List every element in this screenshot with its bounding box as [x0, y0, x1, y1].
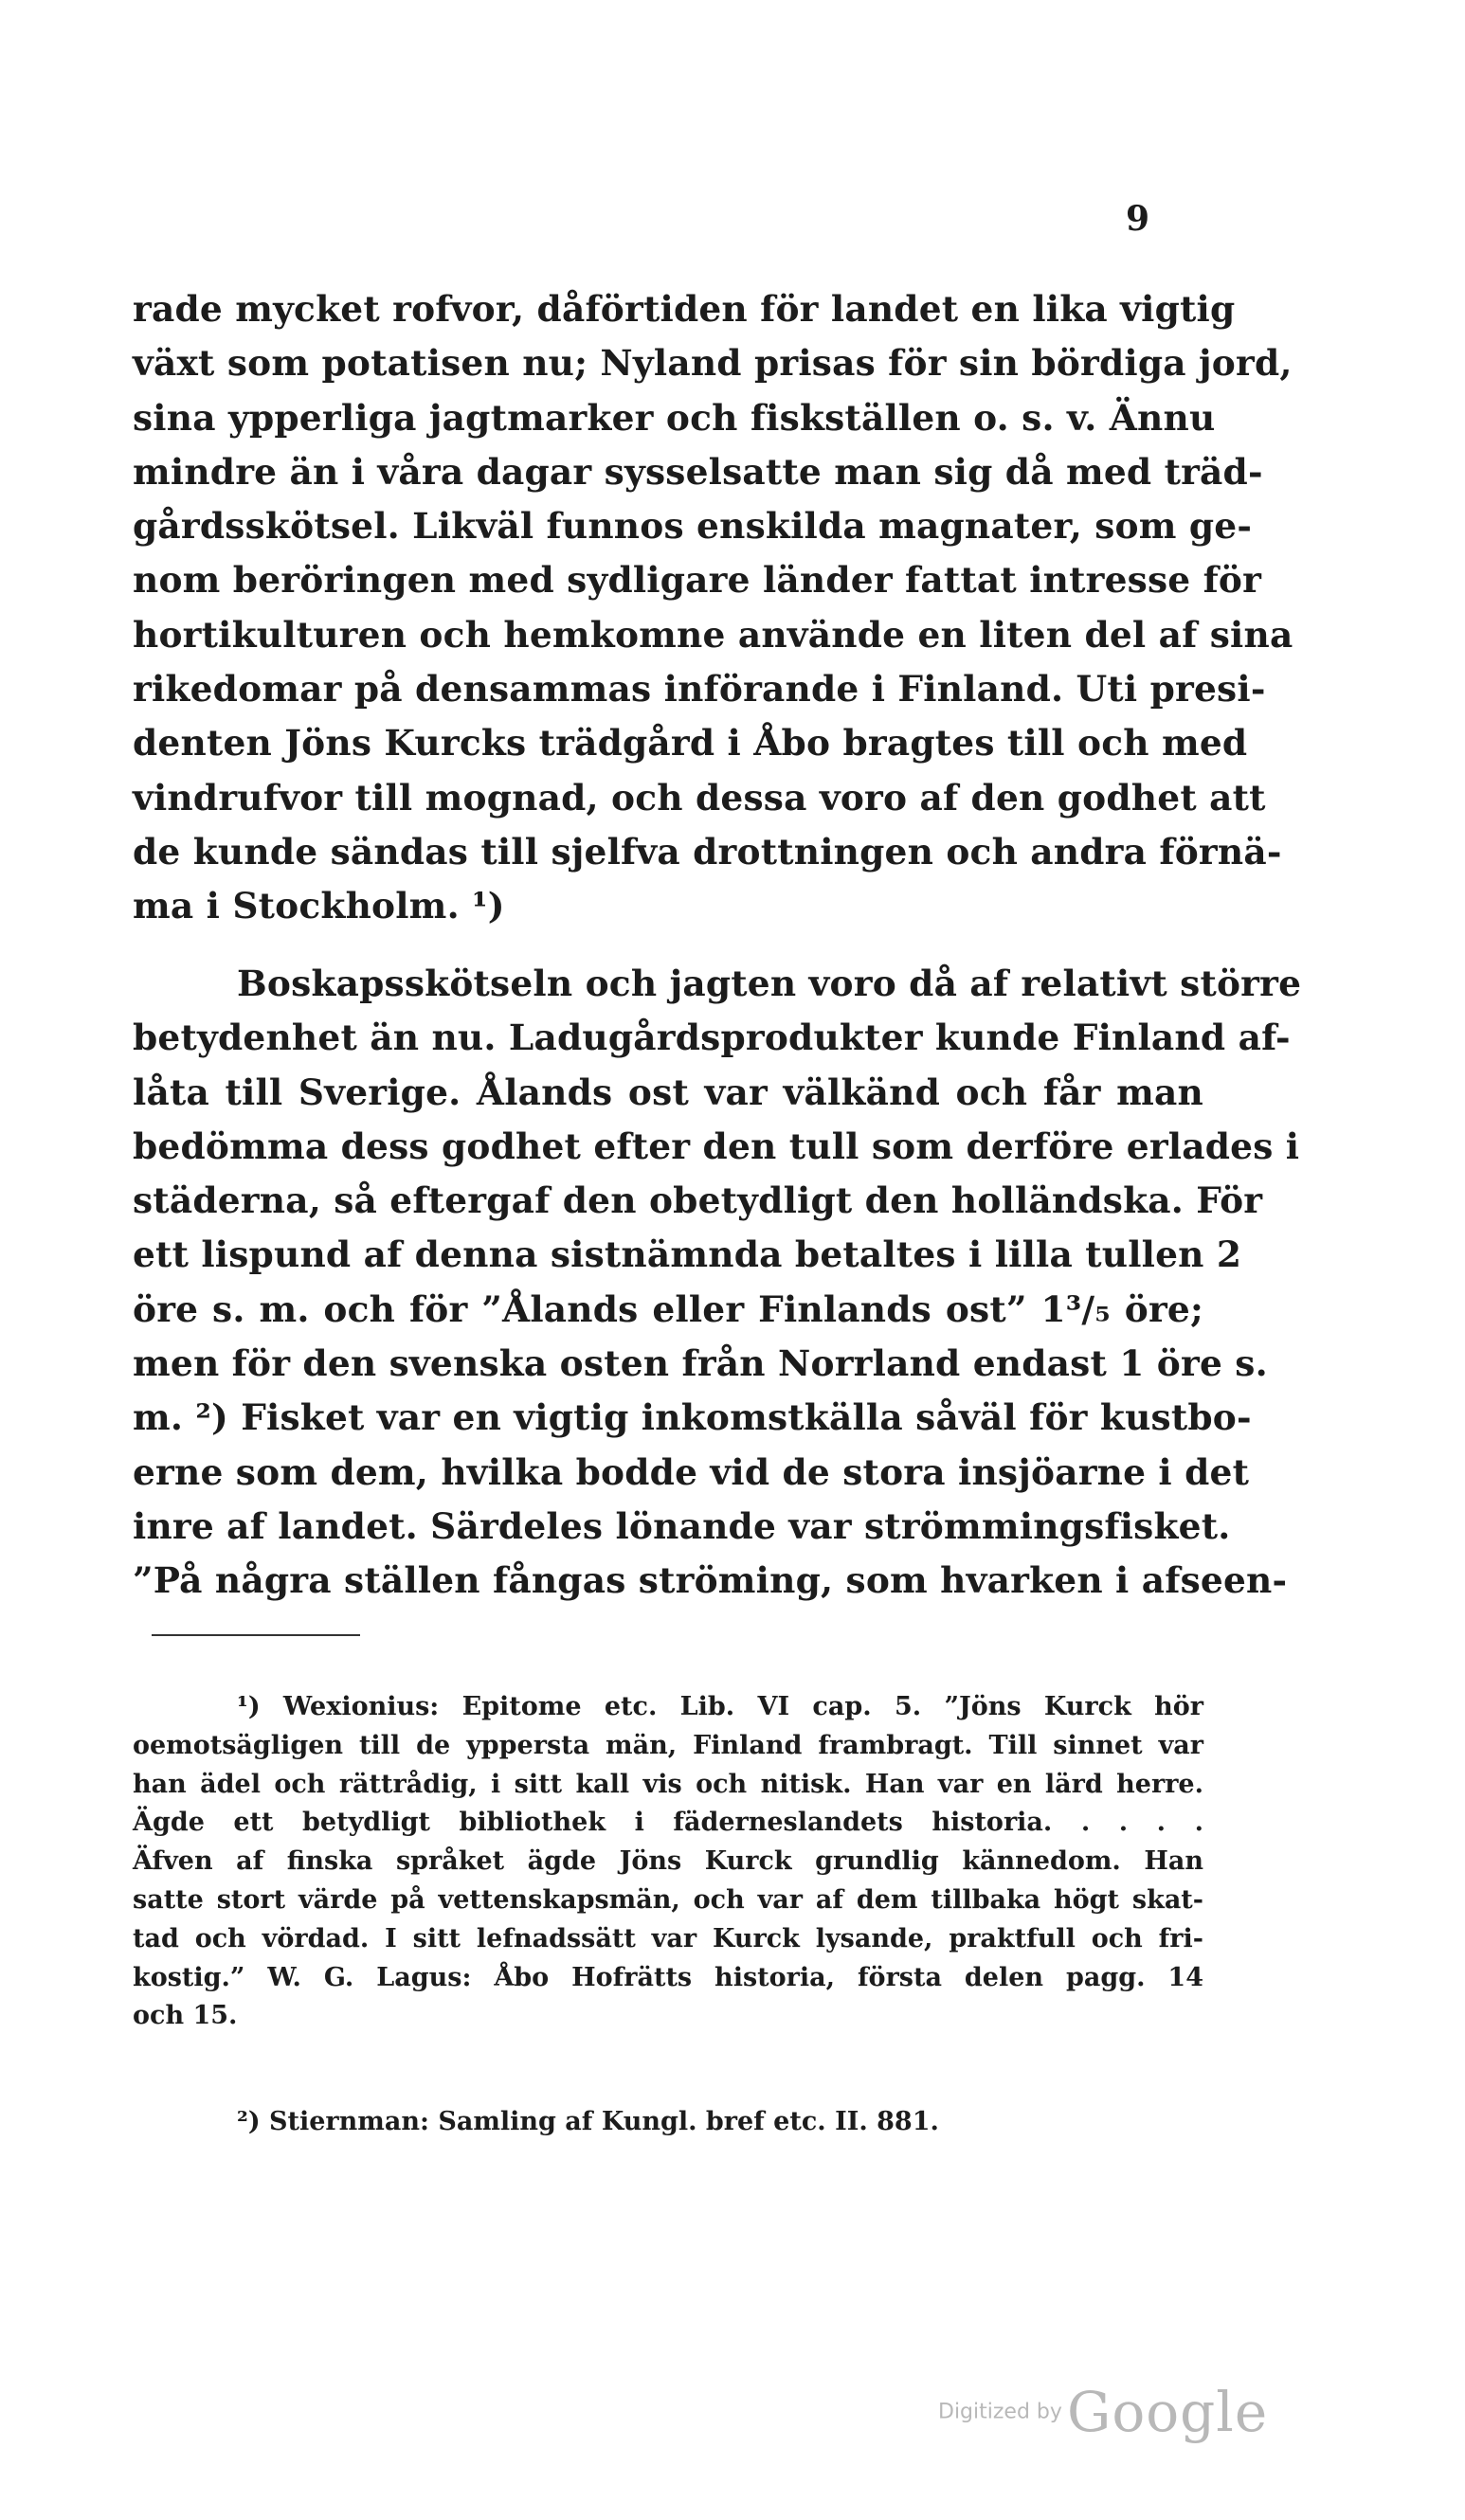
text-line: låta till Sverige. Ålands ost var välkänd och får man — [133, 1071, 1203, 1113]
text-line: ”På några ställen fångas ströming, som hvarken i afseen- — [133, 1559, 1288, 1602]
text-line: rade mycket rofvor, dåförtiden för landet en lika vigtig — [133, 288, 1236, 330]
text-line: öre s. m. och för ”Ålands eller Finlands ost” 1³/₅ öre; — [133, 1287, 1203, 1330]
footnote-line: oemotsägligen till de yppersta män, Finland frambragt. Till sinnet var — [133, 1730, 1203, 1760]
text-line: ett lispund af denna sistnämnda betaltes i lilla tullen 2 — [133, 1233, 1242, 1276]
digitized-by-watermark — [938, 2380, 1268, 2444]
page-number: 9 — [1126, 199, 1150, 239]
footnote-2 — [133, 2103, 1203, 2142]
text-line: betydenhet än nu. Ladugårdsprodukter kunde Finland af- — [133, 1017, 1291, 1059]
body-paragraph-1 — [133, 282, 1293, 934]
google-logo: Google — [1067, 2380, 1269, 2444]
text-line: hortikulturen och hemkomne använde en liten del af sina — [133, 613, 1293, 656]
footnote-line: och 15. — [133, 2001, 238, 2031]
footnote-1 — [133, 1688, 1203, 2036]
text-line: inre af landet. Särdeles lönande var strömmingsfisket. — [133, 1504, 1231, 1547]
footnote-line: Ägde ett betydligt bibliothek i fäderneslandets historia. . . . . — [133, 1808, 1203, 1838]
text-line: städerna, så eftergaf den obetydligt den holländska. För — [133, 1179, 1263, 1222]
body-paragraph-2 — [133, 957, 1302, 1609]
footnote-line: satte stort värde på vettenskapsmän, och var af dem tillbaka högt skat- — [133, 1884, 1203, 1915]
text-line: erne som dem, hvilka bodde vid de stora insjöarne i det — [133, 1450, 1250, 1493]
watermark-prefix: Digitized by — [938, 2400, 1062, 2424]
footnote-line: tad och vördad. I sitt lefnadssätt var Kurck lysande, praktfull och fri- — [133, 1923, 1203, 1953]
footnote-line: ¹) Wexionius: Epitome etc. Lib. VI cap. 5. ”Jöns Kurck hör — [237, 1692, 1203, 1721]
footnote-divider — [152, 1634, 360, 1636]
text-line: m. ²) Fisket var en vigtig inkomstkälla såväl för kustbo- — [133, 1396, 1252, 1439]
text-line: växt som potatisen nu; Nyland prisas för sin bördiga jord, — [133, 342, 1293, 385]
text-line: nom beröringen med sydligare länder fattat intresse för — [133, 559, 1262, 602]
text-line: de kunde sändas till sjelfva drottningen och andra förnä- — [133, 830, 1282, 873]
text-line: gårdsskötsel. Likväl funnos enskilda magnater, som ge- — [133, 505, 1253, 548]
text-line: denten Jöns Kurcks trädgård i Åbo bragtes till och med — [133, 722, 1248, 765]
footnote-line: kostig.” W. G. Lagus: Åbo Hofrätts historia, första delen pagg. 14 — [133, 1962, 1203, 1992]
text-line: men för den svenska osten från Norrland endast 1 öre s. — [133, 1342, 1268, 1385]
text-line: Boskapsskötseln och jagten voro då af relativt större — [237, 963, 1302, 1004]
text-line: rikedomar på densammas införande i Finland. Uti presi- — [133, 668, 1266, 711]
text-line: ma i Stockholm. ¹) — [133, 885, 505, 927]
text-line: bedömma dess godhet efter den tull som derföre erlades i — [133, 1125, 1300, 1167]
footnote-line: ²) Stiernman: Samling af Kungl. bref etc. II. 881. — [237, 2107, 939, 2136]
text-line: sina ypperliga jagtmarker och fiskställen o. s. v. Ännu — [133, 396, 1216, 439]
footnote-line: han ädel och rättrådig, i sitt kall vis och nitisk. Han var en lärd herre. — [133, 1769, 1203, 1799]
text-line: mindre än i våra dagar sysselsatte man sig då med träd- — [133, 450, 1263, 493]
footnote-line: Äfven af finska språket ägde Jöns Kurck grundlig kännedom. Han — [133, 1846, 1203, 1877]
text-line: vindrufvor till mognad, och dessa voro af den godhet att — [133, 776, 1266, 819]
